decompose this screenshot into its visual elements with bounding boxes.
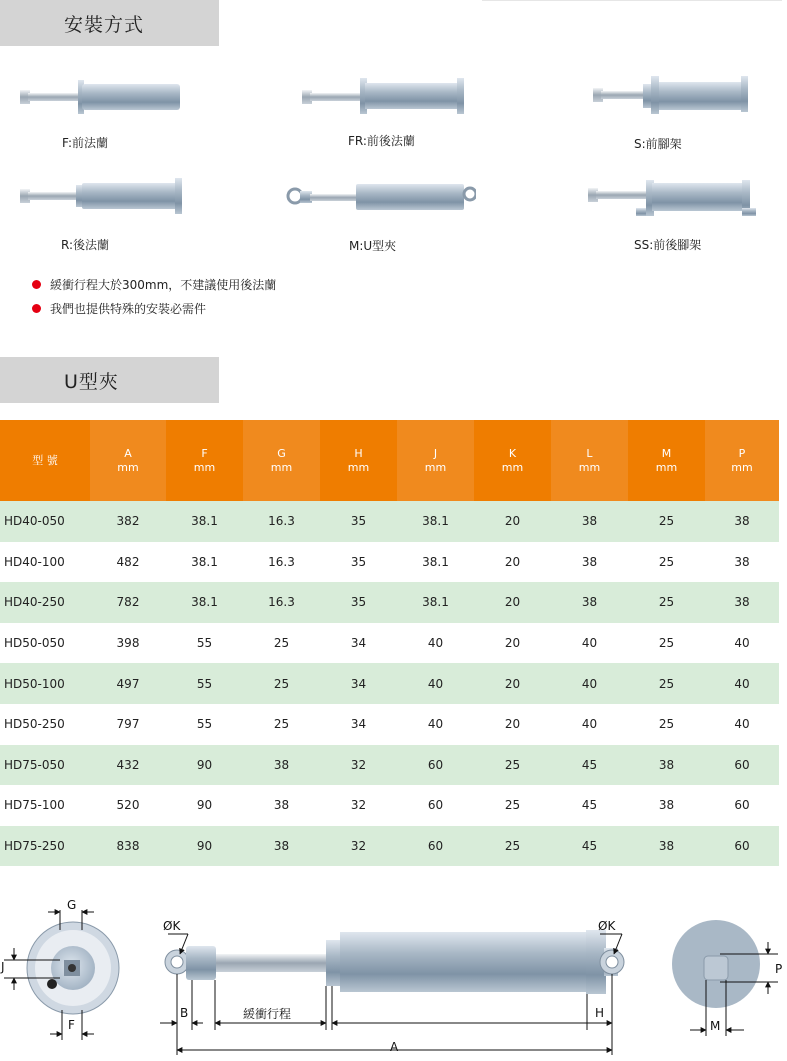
value-cell: 38	[734, 554, 750, 569]
value-cell: 38.1	[191, 554, 218, 569]
value-cell: 520	[116, 798, 140, 813]
value-cell: 20	[504, 717, 521, 732]
value-cell: 35	[350, 514, 367, 529]
table-row	[0, 582, 779, 623]
value-cell: 838	[116, 839, 140, 854]
value-cell: 38.1	[422, 595, 449, 610]
dim-label-b: B	[180, 1006, 189, 1020]
header-m	[628, 420, 705, 501]
value-cell: 782	[116, 595, 140, 610]
bullet-icon	[32, 280, 41, 289]
mount-r-image	[20, 176, 185, 216]
value-cell: 60	[734, 757, 750, 772]
value-cell: 40	[734, 676, 750, 691]
value-cell: 34	[350, 717, 367, 732]
value-cell: 32	[350, 839, 367, 854]
value-cell: 45	[581, 839, 598, 854]
header-name: F	[201, 446, 208, 460]
value-cell: 38	[734, 514, 750, 529]
value-cell: 55	[196, 717, 213, 732]
value-cell: 38	[273, 798, 290, 813]
table-row	[0, 663, 779, 704]
end-view-left	[4, 910, 119, 1040]
mount-fr-image	[302, 76, 467, 116]
mount-fr-label: FR:前後法蘭	[348, 134, 415, 148]
value-cell: 40	[734, 636, 750, 651]
dim-label-a: A	[390, 1040, 399, 1054]
model-cell: HD40-100	[4, 554, 65, 569]
model-cell: HD75-250	[4, 839, 65, 854]
dim-label-j: J	[1, 960, 5, 974]
value-cell: 25	[658, 636, 675, 651]
value-cell: 25	[658, 717, 675, 732]
mount-m-image	[286, 180, 476, 216]
value-cell: 55	[196, 676, 213, 691]
value-cell: 20	[504, 554, 521, 569]
header-unit: mm	[347, 460, 370, 474]
mount-ss-image	[588, 178, 760, 220]
dim-label-f: F	[68, 1018, 75, 1032]
header-l	[551, 420, 628, 501]
header-unit: mm	[578, 460, 601, 474]
value-cell: 45	[581, 757, 598, 772]
value-cell: 38	[658, 798, 675, 813]
value-cell: 482	[116, 554, 140, 569]
note-1	[32, 276, 276, 293]
value-cell: 38	[581, 554, 598, 569]
value-cell: 25	[273, 676, 290, 691]
header-k	[474, 420, 551, 501]
header-name: K	[508, 446, 517, 460]
value-cell: 32	[350, 757, 367, 772]
table-header	[0, 420, 779, 501]
value-cell: 90	[196, 798, 213, 813]
table-body	[0, 501, 779, 866]
table-row	[0, 826, 779, 867]
model-cell: HD75-050	[4, 757, 65, 772]
value-cell: 20	[504, 595, 521, 610]
value-cell: 60	[734, 839, 750, 854]
value-cell: 38.1	[422, 554, 449, 569]
mount-f-image	[20, 78, 185, 116]
header-unit: mm	[193, 460, 216, 474]
header-j	[397, 420, 474, 501]
header-unit: mm	[501, 460, 524, 474]
model-cell: HD50-250	[4, 717, 65, 732]
value-cell: 40	[581, 676, 598, 691]
table-row	[0, 501, 779, 542]
value-cell: 16.3	[268, 554, 295, 569]
value-cell: 38	[658, 839, 675, 854]
value-cell: 38	[273, 757, 290, 772]
dim-label-stroke: 緩衝行程	[243, 1007, 292, 1021]
value-cell: 34	[350, 676, 367, 691]
value-cell: 16.3	[268, 514, 295, 529]
value-cell: 432	[116, 757, 140, 772]
value-cell: 38	[581, 514, 598, 529]
dim-label-p: P	[775, 962, 783, 976]
header-name: A	[124, 446, 132, 460]
header-unit: mm	[731, 460, 753, 474]
header-h	[320, 420, 397, 501]
header-unit: mm	[117, 460, 139, 474]
value-cell: 20	[504, 636, 521, 651]
header-p	[705, 420, 779, 501]
model-cell: HD50-100	[4, 676, 65, 691]
table-row	[0, 704, 779, 745]
spec-table	[0, 420, 779, 866]
value-cell: 382	[116, 514, 140, 529]
value-cell: 60	[734, 798, 750, 813]
dim-label-h: H	[595, 1006, 605, 1020]
dim-label-k-left: ØK	[163, 919, 181, 933]
value-cell: 20	[504, 676, 521, 691]
install-section-title: 安裝方式	[0, 0, 219, 46]
header-name: 型 號	[32, 453, 58, 467]
table-row	[0, 623, 779, 664]
value-cell: 40	[734, 717, 750, 732]
note-2	[32, 300, 206, 317]
bullet-icon	[32, 304, 41, 313]
note-1-text: 緩衝行程大於300mm，不建議使用後法蘭	[50, 278, 277, 292]
table-row	[0, 745, 779, 786]
value-cell: 25	[504, 798, 521, 813]
header-name: G	[277, 446, 286, 460]
header-g	[243, 420, 320, 501]
value-cell: 20	[504, 514, 521, 529]
header-a	[90, 420, 166, 501]
value-cell: 40	[427, 636, 444, 651]
header-unit: mm	[270, 460, 293, 474]
dim-label-k-right: ØK	[598, 919, 616, 933]
value-cell: 38	[581, 595, 598, 610]
header-name: P	[738, 446, 746, 460]
header-unit: mm	[424, 460, 447, 474]
header-f	[166, 420, 243, 501]
model-cell: HD50-050	[4, 636, 65, 651]
mount-s-label: S:前腳架	[634, 137, 682, 151]
model-cell: HD40-250	[4, 595, 65, 610]
value-cell: 497	[116, 676, 140, 691]
value-cell: 25	[273, 636, 290, 651]
mount-f-label: F:前法蘭	[62, 136, 109, 150]
mount-r-label: R:後法蘭	[61, 238, 110, 252]
value-cell: 25	[658, 514, 675, 529]
clevis-dimension-drawing	[0, 890, 787, 1061]
value-cell: 38.1	[191, 514, 218, 529]
value-cell: 45	[581, 798, 598, 813]
table-row	[0, 785, 779, 826]
header-model	[0, 420, 90, 501]
value-cell: 25	[658, 676, 675, 691]
mount-s-image	[593, 76, 753, 116]
model-cell: HD75-100	[4, 798, 65, 813]
dim-label-g: G	[67, 898, 77, 912]
table-row	[0, 542, 779, 583]
value-cell: 398	[116, 636, 140, 651]
value-cell: 60	[427, 798, 444, 813]
header-name: H	[354, 446, 363, 460]
model-cell: HD40-050	[4, 514, 65, 529]
value-cell: 60	[427, 839, 444, 854]
value-cell: 38	[658, 757, 675, 772]
value-cell: 40	[427, 676, 444, 691]
side-view-cylinder	[160, 930, 624, 1055]
value-cell: 797	[116, 717, 140, 732]
value-cell: 25	[504, 757, 521, 772]
value-cell: 25	[273, 717, 290, 732]
header-name: M	[661, 446, 672, 460]
value-cell: 25	[504, 839, 521, 854]
value-cell: 90	[196, 839, 213, 854]
value-cell: 40	[427, 717, 444, 732]
value-cell: 38.1	[191, 595, 218, 610]
value-cell: 38.1	[422, 514, 449, 529]
value-cell: 90	[196, 757, 213, 772]
value-cell: 40	[581, 636, 598, 651]
value-cell: 55	[196, 636, 213, 651]
value-cell: 60	[427, 757, 444, 772]
value-cell: 16.3	[268, 595, 295, 610]
header-unit: mm	[655, 460, 678, 474]
header-name: L	[586, 446, 593, 460]
dim-label-m: M	[710, 1019, 721, 1033]
mount-ss-label: SS:前後腳架	[634, 238, 702, 252]
top-divider	[482, 0, 782, 1]
value-cell: 38	[273, 839, 290, 854]
value-cell: 25	[658, 554, 675, 569]
value-cell: 38	[734, 595, 750, 610]
value-cell: 40	[581, 717, 598, 732]
value-cell: 35	[350, 595, 367, 610]
value-cell: 32	[350, 798, 367, 813]
u-clevis-section-title: U型夾	[0, 357, 219, 403]
note-2-text: 我們也提供特殊的安裝必需件	[50, 302, 207, 316]
mount-m-label: M:U型夾	[349, 239, 397, 253]
value-cell: 34	[350, 636, 367, 651]
end-view-right	[672, 920, 778, 1036]
header-name: J	[433, 446, 438, 460]
value-cell: 35	[350, 554, 367, 569]
value-cell: 25	[658, 595, 675, 610]
